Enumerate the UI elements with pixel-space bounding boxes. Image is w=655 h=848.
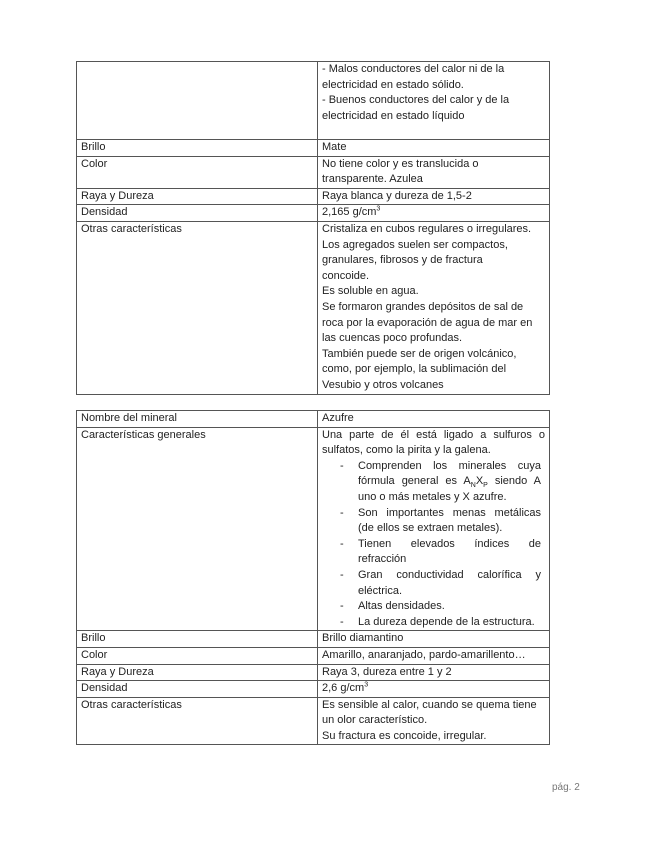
table-row — [77, 205, 550, 222]
mineral-table-sulfur — [76, 410, 550, 745]
text-line: Es sensible al calor, cuando se quema tiene — [322, 698, 537, 711]
list-item: - Altas densidades. — [358, 599, 541, 615]
row-label: Color — [77, 647, 318, 664]
text-line: las cuencas poco profundas. — [322, 332, 463, 345]
text-line: roca por la evaporación de agua de mar en — [322, 316, 533, 329]
list-item: - Son importantes menas metálicas (de ellos se extraen metales). — [358, 506, 541, 537]
row-label: Brillo — [77, 631, 318, 648]
text-line: transparente. Azulea — [322, 173, 423, 186]
row-value — [318, 188, 550, 205]
general-intro: Una parte de él está ligado a sulfuros o sulfatos, como la pirita y la galena. — [322, 428, 545, 457]
text-line: Los agregados suelen ser compactos, — [322, 238, 508, 251]
text-line: También puede ser de origen volcánico, — [322, 347, 517, 360]
density-exponent: 3 — [364, 681, 369, 689]
row-label: Otras características — [77, 221, 318, 394]
text-line: Mate — [322, 141, 347, 153]
text-line: un olor característico. — [322, 714, 428, 727]
text-line: Su fractura es concoide, irregular. — [322, 729, 487, 742]
row-value — [318, 631, 550, 648]
table-row — [77, 427, 550, 631]
row-label: Densidad — [77, 205, 318, 222]
row-value — [318, 156, 550, 188]
text-line: electricidad en estado líquido — [322, 109, 465, 122]
page-number: pág. 2 — [552, 782, 580, 793]
list-item: - La dureza depende de la estructura. — [358, 615, 541, 631]
row-label: Raya y Dureza — [77, 188, 318, 205]
table-row — [77, 681, 550, 698]
table-row — [77, 664, 550, 681]
row-value — [318, 681, 550, 698]
text-line: - Buenos conductores del calor y de la — [322, 94, 510, 107]
row-value — [318, 62, 550, 140]
row-label: Características generales — [77, 427, 318, 631]
list-item — [358, 459, 541, 506]
text-line: granulares, fibrosos y de fractura — [322, 254, 483, 267]
row-label: Raya y Dureza — [77, 664, 318, 681]
text-line: - Malos conductores del calor ni de la — [322, 63, 505, 75]
table-row — [77, 697, 550, 745]
list-item: - Gran conductividad calorífica y eléctrica. — [358, 568, 541, 599]
text-line: Brillo diamantino — [322, 632, 404, 645]
text-line: como, por ejemplo, la sublimación del — [322, 363, 507, 376]
row-label: Color — [77, 156, 318, 188]
row-value — [318, 427, 550, 631]
text-line: Cristaliza en cubos regulares o irregulares. — [322, 222, 532, 235]
row-value — [318, 697, 550, 745]
row-value — [318, 664, 550, 681]
row-value — [318, 140, 550, 157]
table-row — [77, 221, 550, 394]
mineral-table-halite — [76, 61, 550, 395]
text-line: Es soluble en agua. — [322, 285, 419, 298]
formula-subscript: P — [483, 482, 488, 490]
bullet-text: X — [475, 475, 484, 488]
row-value: Azufre — [318, 411, 550, 428]
text-line: Raya blanca y dureza de 1,5-2 — [322, 189, 472, 202]
table-row — [77, 62, 550, 140]
formula-subscript: N — [470, 482, 476, 490]
table-row — [77, 647, 550, 664]
text-line: Raya 3, dureza entre 1 y 2 — [322, 665, 452, 678]
text-line: concoide. — [322, 269, 370, 282]
density-value: 2,165 g/cm — [322, 206, 377, 219]
bullet-text: siendo A uno o más metales y X azufre. — [358, 475, 541, 503]
row-value — [318, 647, 550, 664]
list-item: - Tienen elevados índices de refracción — [358, 537, 541, 568]
row-value — [318, 221, 550, 394]
row-label — [77, 62, 318, 140]
row-label: Brillo — [77, 140, 318, 157]
table-row — [77, 156, 550, 188]
density-exponent: 3 — [376, 205, 381, 213]
row-label: Otras características — [77, 697, 318, 745]
row-label: Nombre del mineral — [77, 411, 318, 428]
table-row — [77, 411, 550, 428]
table-row — [77, 631, 550, 648]
density-value: 2,6 g/cm — [322, 682, 365, 695]
text-line: Amarillo, anaranjado, pardo-amarillento… — [322, 648, 526, 661]
general-list — [322, 459, 545, 631]
text-line: Vesubio y otros volcanes — [322, 378, 444, 391]
text-line: No tiene color y es translucida o — [322, 157, 479, 170]
row-value — [318, 205, 550, 222]
table-row — [77, 140, 550, 157]
row-label: Densidad — [77, 681, 318, 698]
table-row — [77, 188, 550, 205]
text-line: Se formaron grandes depósitos de sal de — [322, 300, 524, 313]
text-line: electricidad en estado sólido. — [322, 78, 464, 91]
bullet-text: Comprenden los minerales cuya fórmula general es A — [358, 459, 541, 488]
